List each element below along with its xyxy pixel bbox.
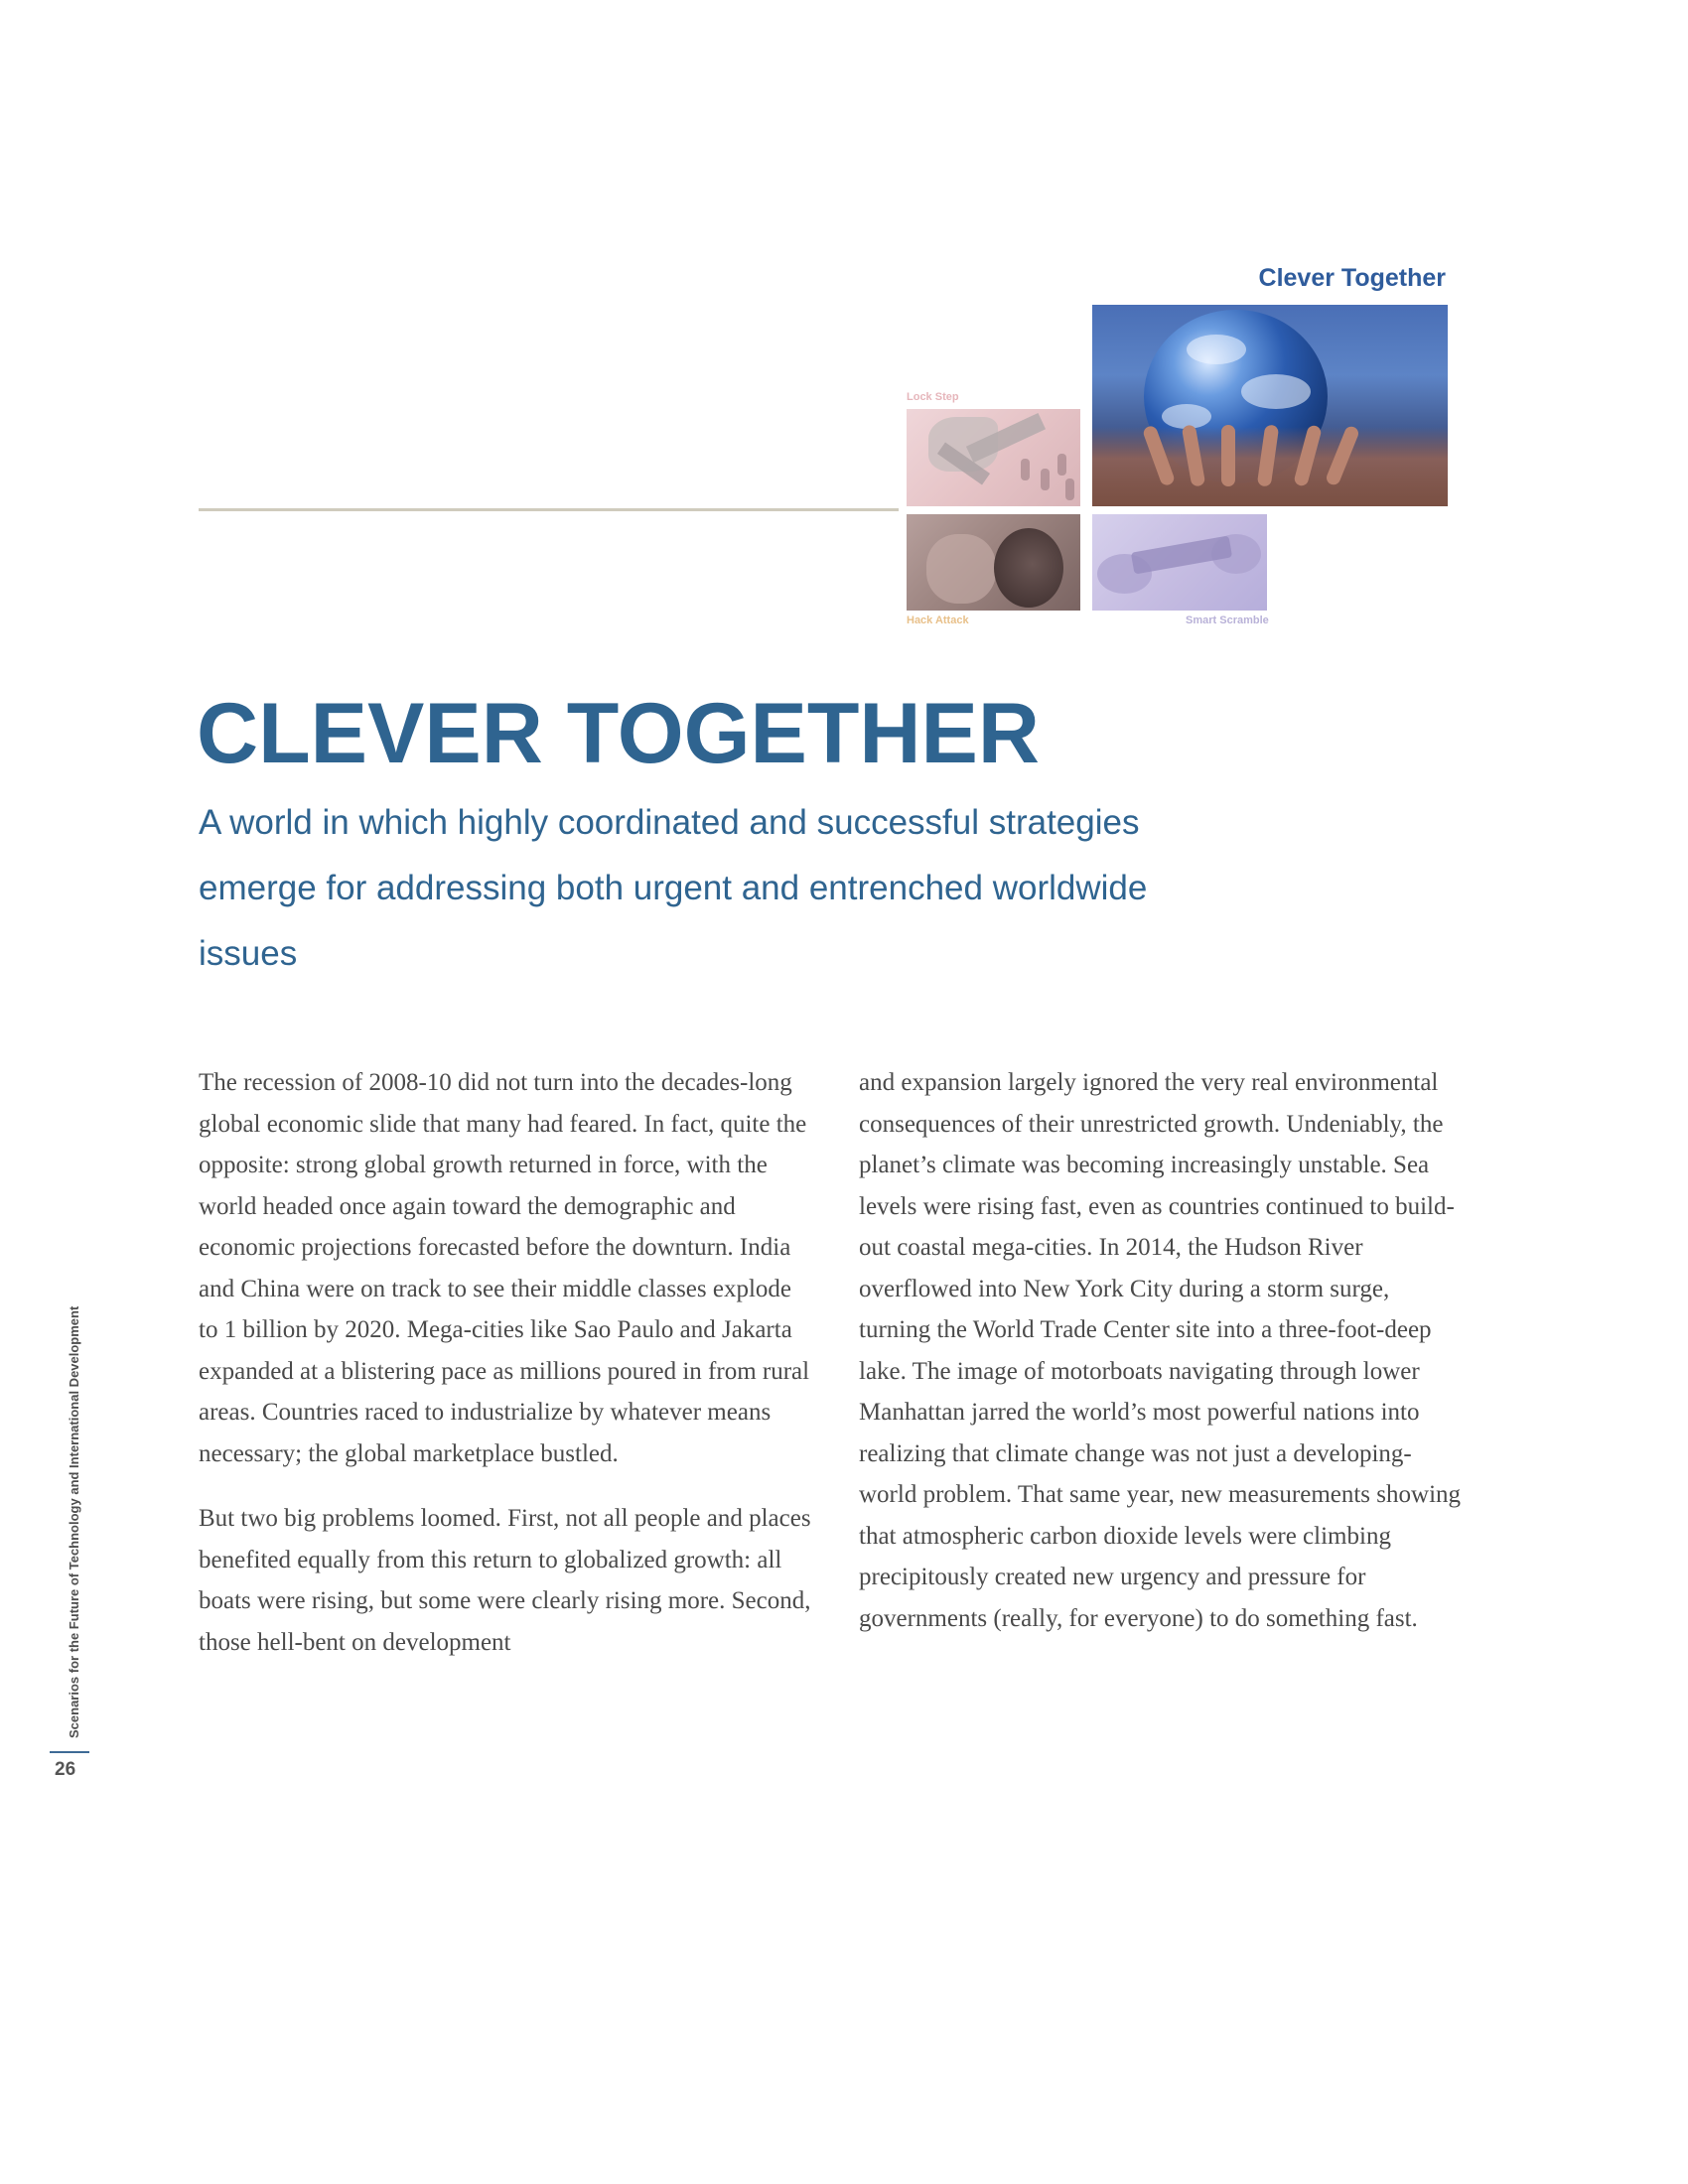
page-number-rule [50,1751,89,1753]
lock-step-label: Lock Step [907,391,959,403]
running-footer: Scenarios for the Future of Technology and International Development [67,1305,81,1738]
hack-attack-label: Hack Attack [907,614,969,626]
section-label: Clever Together [1258,264,1446,292]
lock-step-image [907,409,1080,506]
person-shape [1021,459,1030,480]
finger-shape [1221,425,1235,486]
text-column-right [859,1062,1465,1663]
face-shape [926,534,996,604]
headphones-shape [994,528,1063,608]
page-number: 26 [55,1759,76,1780]
paragraph-2-start: But two big problems loomed. First, not all people and places benefited equally from this return to globalized growth: all boats were rising, but some were clearly rising more. Second, those hell-bent on development [199,1505,811,1656]
page-title: CLEVER TOGETHER [197,686,1040,781]
globe-cloud [1241,374,1311,409]
page-subtitle: A world in which highly coordinated and successful strategies emerge for addressing both urgent and entrenched worldwide issues [199,803,1148,973]
text-column-left [199,1062,814,1687]
person-shape [1057,454,1066,476]
person-shape [1065,478,1074,500]
divider-line [199,508,899,511]
smart-scramble-image [1092,514,1267,611]
hack-attack-image [907,514,1080,611]
paragraph-1: The recession of 2008-10 did not turn into the decades-long global economic slide that many had feared. In fact, quite the opposite: strong global growth returned in force, with the world headed once again toward the demographic and economic projections forecasted before the downturn. India and China were on track to see their middle classes explode to 1 billion by 2020. Mega-cities like Sao Paulo and Jakarta expanded at a blistering pace as millions poured in from rural areas. Countries raced to industrialize by whatever means necessary; the global marketplace bustled. [199,1069,810,1467]
person-shape [1041,469,1050,490]
globe-cloud [1187,335,1246,364]
paragraph-2-continued: and expansion largely ignored the very real environmental consequences of their unrestricted growth. Undeniably, the planet’s climate was becoming increasingly unstable. Sea levels were rising fast, even as countries continued to build-out coastal mega-cities. In 2014, the Hudson River overflowed into New York City during a storm surge, turning the World Trade Center site into a three-foot-deep lake. The image of motorboats navigating through lower Manhattan jarred the world’s most powerful nations into realizing that climate change was not just a developing-world problem. That same year, new measurements showing that atmospheric carbon dioxide levels were climbing precipitously created new urgency and pressure for governments (really, for everyone) to do something fast. [859,1069,1462,1632]
smart-scramble-label: Smart Scramble [1186,614,1269,626]
globe-hands-image [1092,305,1448,506]
device-shape [1131,535,1232,574]
